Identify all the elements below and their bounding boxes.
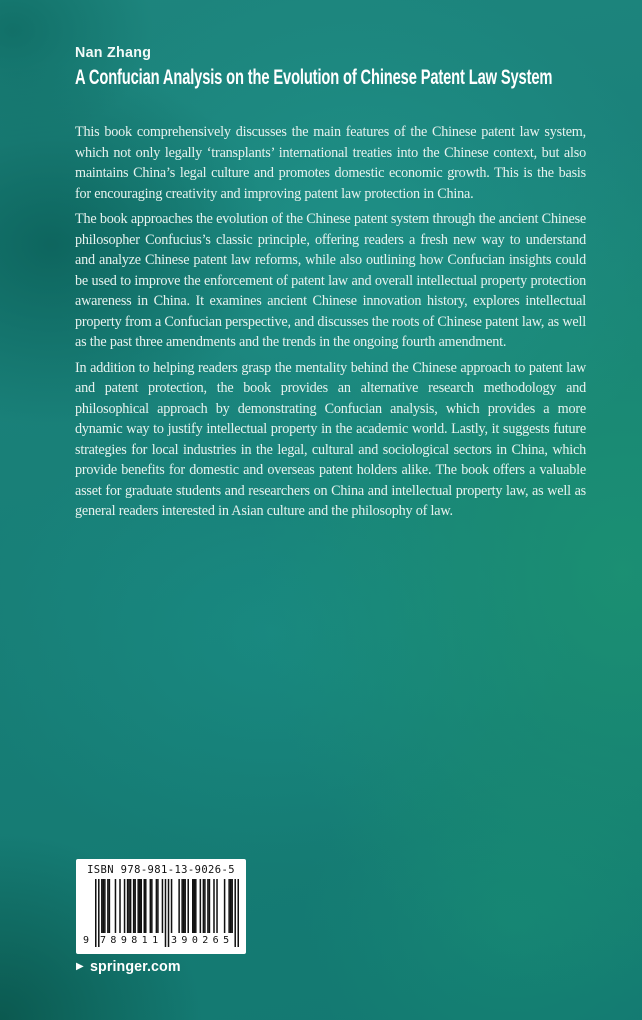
ean13-barcode — [83, 879, 239, 947]
barcode-digits-group1: 789811 — [100, 935, 163, 946]
publisher-site-label: springer.com — [89, 958, 181, 975]
isbn-number: ISBN 978-981-13-9026-5 — [87, 864, 235, 876]
barcode-digits-group2: 390265 — [171, 935, 234, 946]
body-paragraph: In addition to helping readers grasp the mentality behind the Chinese approach to patent law and patent protection, the book provides an alternative research methodology and philosophical approach by demonstrating Confucian analysis, which provides a more dynamic way to justify intellectual property in the academic world. Lastly, it suggests future strategies for local industries in the legal, cultural and sociological sectors in China, which provide benefits for domestic and overseas patent holders alike. The book offers a valuable asset for graduate students and researchers on China and intellectual property law, as well as general readers interested in Asian culture and the philosophy of law. — [75, 359, 586, 519]
barcode-digit-left: 9 — [83, 935, 90, 946]
book-title: A Confucian Analysis on the Evolution of Chinese Patent Law System — [75, 66, 553, 89]
arrow-right-icon: ▶ — [76, 960, 84, 972]
publisher-line — [76, 958, 185, 975]
body-paragraph: The book approaches the evolution of the Chinese patent system through the ancient Chinese philosopher Confucius’s classic principle, offering readers a fresh new way to understand and analyze Chinese patent law reforms, while also outlining how Confucian insights could be used to improve the enforcement of patent law and overall intellectual property protection awareness in China. It examines ancient Chinese innovation history, explores intellectual property from a Confucian perspective, and discusses the roots of Chinese patent law, as well as the past three amendments and the trends in the ongoing fourth amendment. — [75, 211, 586, 350]
body-paragraph: This book comprehensively discusses the main features of the Chinese patent law system, which not only legally ‘transplants’ international treaties into the Chinese context, but also maintains China’s legal culture and promotes domestic economic growth. This is the basis for encouraging creativity and improving patent law protection in China. — [75, 124, 586, 202]
isbn-barcode-box — [76, 859, 246, 954]
book-description — [75, 122, 586, 527]
author-name: Nan Zhang — [75, 44, 152, 61]
